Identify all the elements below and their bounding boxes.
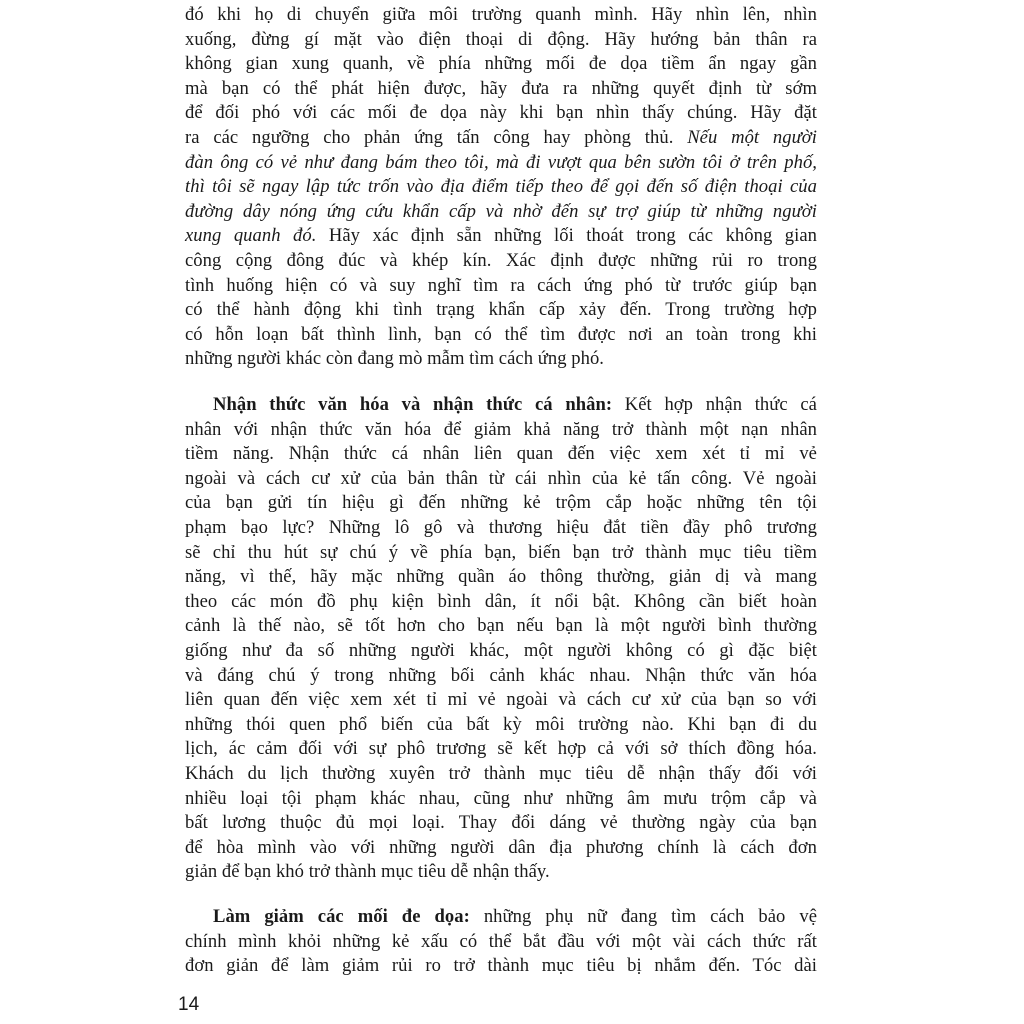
text-run: nhân với nhận thức văn hóa để giảm khả năng trở thành một nạn nhân	[185, 418, 817, 440]
text-run: giản để bạn khó trở thành mục tiêu dễ nhận thấy.	[185, 861, 550, 883]
text-line	[185, 614, 817, 639]
text-run: ngoài và cách cư xử của bản thân từ cái nhìn của kẻ tấn công. Vẻ ngoài	[185, 467, 817, 489]
text-run: ra các ngưỡng cho phản ứng tấn công hay phòng thủ.	[185, 126, 688, 148]
italic-text-run: xung quanh đó.	[185, 225, 317, 247]
text-line	[185, 274, 817, 299]
text-run: xuống, đừng gí mặt vào điện thoại di động. Hãy hướng bản thân ra	[185, 28, 817, 50]
bold-heading-run: Làm giảm các mối đe dọa:	[213, 906, 470, 927]
text-run: tình huống hiện có và suy nghĩ tìm ra cách ứng phó từ trước giúp bạn	[185, 274, 817, 296]
text-run: sẽ chỉ thu hút sự chú ý về phía bạn, biến bạn trở thành mục tiêu tiềm	[185, 541, 817, 563]
text-line	[185, 151, 817, 176]
text-line	[185, 52, 817, 77]
text-line	[185, 467, 817, 492]
text-line	[185, 101, 817, 126]
text-line	[185, 930, 817, 955]
text-run: tiềm năng. Nhận thức cá nhân liên quan đến việc xem xét tỉ mỉ vẻ	[185, 443, 817, 465]
text-line	[185, 811, 817, 836]
text-run: nhiều loại tội phạm khác nhau, cũng như những âm mưu trộm cắp và	[185, 787, 817, 809]
text-run: để hòa mình vào với những người dân địa phương chính là cách đơn	[185, 836, 817, 858]
text-line	[185, 249, 817, 274]
text-line	[185, 175, 817, 200]
text-line	[185, 713, 817, 738]
text-run: của bạn gửi tín hiệu gì đến những kẻ trộm cắp hoặc những tên tội	[185, 492, 817, 514]
text-line	[185, 77, 817, 102]
text-run: có thể hành động khi tình trạng khẩn cấp xảy đến. Trong trường hợp	[185, 299, 817, 321]
text-run: bất lương thuộc đủ mọi loại. Thay đổi dáng vẻ thường ngày của bạn	[185, 812, 817, 834]
bold-heading-run: Nhận thức văn hóa và nhận thức cá nhân:	[213, 394, 613, 415]
text-line	[185, 541, 817, 566]
text-line	[185, 590, 817, 615]
text-line	[185, 664, 817, 689]
text-line	[185, 516, 817, 541]
text-run: liên quan đến việc xem xét tỉ mỉ vẻ ngoài và cách cư xử của bạn so với	[185, 689, 817, 711]
text-run: đó khi họ di chuyển giữa môi trường quanh mình. Hãy nhìn lên, nhìn	[185, 4, 817, 25]
text-line	[185, 347, 817, 372]
text-line	[185, 200, 817, 225]
text-run: chính mình khỏi những kẻ xấu có thể bắt đầu với một vài cách thức rất	[185, 930, 817, 952]
italic-text-run: thì tôi sẽ ngay lập tức trốn vào địa điểm tiếp theo để gọi đến số điện thoại của	[185, 176, 817, 198]
text-run: những người khác còn đang mò mẫm tìm cách ứng phó.	[185, 348, 605, 370]
text-run: công cộng đông đúc và khép kín. Xác định được những rủi ro trong	[185, 249, 817, 271]
italic-text-run: Nếu một người	[687, 126, 817, 148]
text-line	[185, 688, 817, 713]
text-run: không gian xung quanh, về phía những mối đe dọa tiềm ẩn ngay gần	[185, 53, 817, 75]
text-run: Kết hợp nhận thức cá	[612, 394, 817, 415]
text-run: lịch, ác cảm đối với sự phô trương sẽ kết hợp cả với sở thích đồng hóa.	[185, 738, 817, 760]
paragraph-cultural-personal-awareness	[185, 393, 817, 885]
italic-text-run: đường dây nóng ứng cứu khẩn cấp và nhờ đến sự trợ giúp từ những người	[185, 200, 817, 222]
text-line	[185, 298, 817, 323]
text-line	[185, 954, 817, 979]
text-line	[185, 393, 817, 418]
text-run: để đối phó với các mối đe dọa này khi bạn nhìn thấy chúng. Hãy đặt	[185, 102, 817, 124]
page-number: 14	[178, 994, 200, 1015]
book-page	[180, 0, 817, 1024]
text-line	[185, 639, 817, 664]
text-run: cảnh là thế nào, sẽ tốt hơn cho bạn nếu bạn là một người bình thường	[185, 615, 817, 637]
text-line	[185, 836, 817, 861]
text-line	[185, 323, 817, 348]
text-run: phạm bạo lực? Những lô gô và thương hiệu đắt tiền đầy phô trương	[185, 516, 817, 538]
text-line	[185, 737, 817, 762]
text-line	[185, 762, 817, 787]
text-line	[185, 860, 817, 885]
text-line	[185, 491, 817, 516]
paragraph-reducing-threats	[185, 905, 817, 979]
text-line	[185, 905, 817, 930]
text-line	[185, 442, 817, 467]
text-run: đơn giản để làm giảm rủi ro trở thành mục tiêu bị nhắm đến. Tóc dài	[185, 955, 817, 977]
text-line	[185, 787, 817, 812]
text-line	[185, 3, 817, 28]
text-run: có hỗn loạn bất thình lình, bạn có thể tìm được nơi an toàn trong khi	[185, 323, 817, 345]
italic-text-run: đàn ông có vẻ như đang bám theo tôi, mà đi vượt qua bên sườn tôi ở trên phố,	[185, 151, 817, 173]
text-line	[185, 418, 817, 443]
text-run: Hãy xác định sẵn những lối thoát trong các không gian	[316, 225, 817, 247]
text-run: những thói quen phổ biến của bất kỳ môi trường nào. Khi bạn đi du	[185, 713, 817, 735]
text-run: những phụ nữ đang tìm cách bảo vệ	[469, 906, 817, 927]
text-run: năng, vì thế, hãy mặc những quần áo thông thường, giản dị và mang	[185, 566, 817, 588]
text-line	[185, 126, 817, 151]
text-run: theo các món đồ phụ kiện bình dân, ít nổi bật. Không cần biết hoàn	[185, 590, 817, 612]
paragraph-situational-awareness	[185, 3, 817, 372]
text-run: Khách du lịch thường xuyên trở thành mục tiêu dễ nhận thấy đối với	[185, 762, 817, 784]
text-run: và đáng chú ý trong những bối cảnh khác nhau. Nhận thức văn hóa	[185, 664, 817, 686]
text-run: giống như đa số những người khác, một người không có gì đặc biệt	[185, 639, 817, 661]
text-run: mà bạn có thể phát hiện được, hãy đưa ra những quyết định từ sớm	[185, 77, 817, 99]
text-line	[185, 565, 817, 590]
text-line	[185, 224, 817, 249]
text-line	[185, 28, 817, 53]
